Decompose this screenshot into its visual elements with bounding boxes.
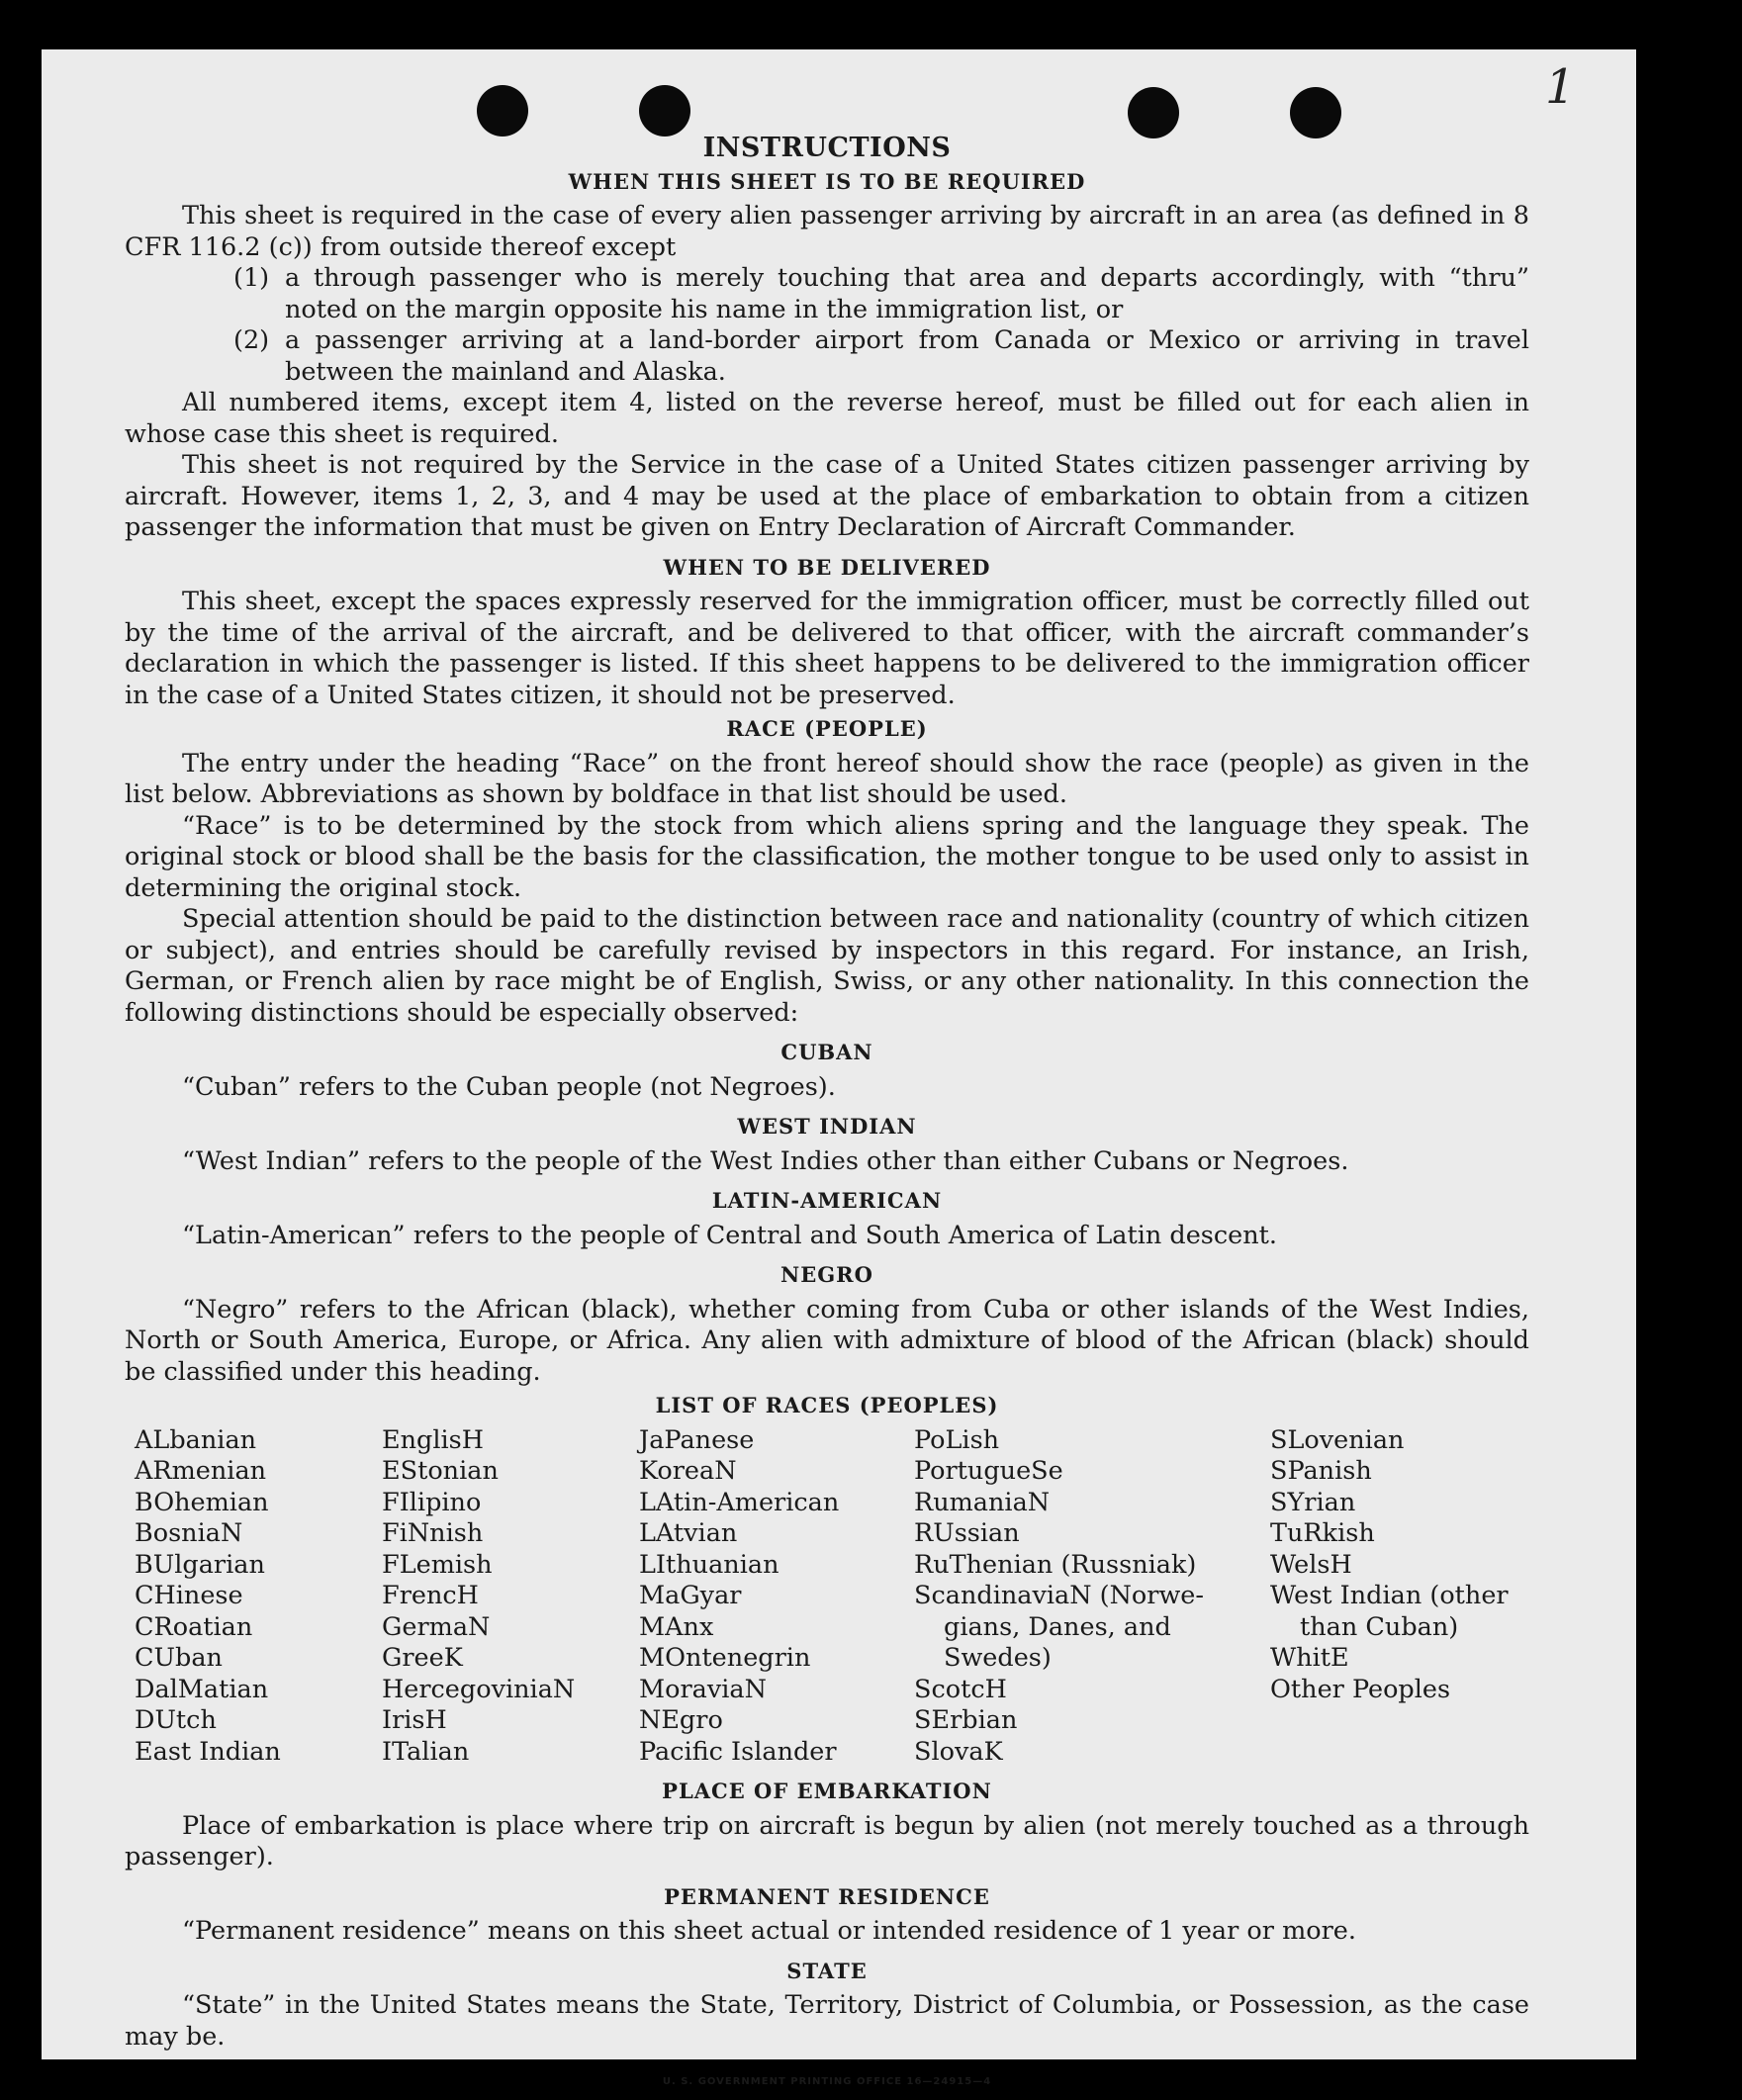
race-item: DalMatian: [135, 1674, 269, 1704]
race-item: PoLish: [914, 1424, 1000, 1455]
race-item: BosniaN: [135, 1518, 243, 1548]
paragraph: “Race” is to be determined by the stock from which aliens spring and the language they speak. The original stock or blood shall be the basis for the classification, the mother tongue to be used only to assist in determining the original stock.: [125, 810, 1529, 903]
list-item: [125, 263, 1529, 325]
race-item: TuRkish: [1270, 1518, 1375, 1548]
page-title: INSTRUCTIONS: [702, 133, 952, 163]
paragraph: All numbered items, except item 4, listed on the reverse hereof, must be filled out for each alien in whose case this sheet is required.: [125, 388, 1529, 449]
race-item: SPanish: [1270, 1456, 1372, 1486]
paragraph: This sheet is required in the case of every alien passenger arriving by aircraft in an area (as defined in 8 CFR 116.2 (c)) from outside thereof except: [125, 201, 1529, 262]
race-item: BOhemian: [135, 1487, 269, 1517]
race-item: SLovenian: [1270, 1424, 1405, 1455]
paragraph: “West Indian” refers to the people of the West Indies other than either Cubans or Negroes.: [182, 1145, 1349, 1176]
race-item: Swedes): [944, 1643, 1052, 1673]
race-item: JaPanese: [639, 1424, 755, 1455]
heading-when-required: WHEN THIS SHEET IS TO BE REQUIRED: [568, 168, 1086, 194]
race-item: SYrian: [1270, 1487, 1356, 1517]
paragraph: “Latin-American” refers to the people of Central and South America of Latin descent.: [182, 1220, 1278, 1250]
race-item: EnglisH: [382, 1424, 484, 1455]
race-item: HercegoviniaN: [382, 1674, 576, 1704]
punch-hole: [1128, 87, 1179, 138]
race-item: CUban: [135, 1643, 223, 1673]
race-item: NEgro: [639, 1705, 723, 1735]
race-item: MAnx: [639, 1611, 714, 1642]
race-item: Other Peoples: [1270, 1674, 1451, 1704]
race-item: LIthuanian: [639, 1549, 779, 1580]
race-item: WhitE: [1270, 1643, 1349, 1673]
paragraph: The entry under the heading “Race” on the front hereof should show the race (people) as given in the list below. Abbreviations as shown by boldface in that list should be used.: [125, 748, 1529, 809]
instructions-body: [125, 133, 1529, 2098]
race-item: FLemish: [382, 1549, 493, 1580]
paragraph: “Permanent residence” means on this sheet actual or intended residence of 1 year or more.: [182, 1916, 1356, 1946]
race-item: LAtin-American: [639, 1487, 840, 1517]
race-item: GreeK: [382, 1643, 463, 1673]
race-item: FIlipino: [382, 1487, 482, 1517]
races-column: [1270, 1425, 1527, 1769]
printer-imprint: U. S. GOVERNMENT PRINTING OFFICE 16—24915—4: [662, 2076, 992, 2087]
punch-hole: [477, 85, 528, 137]
handwritten-page-number: 1: [1545, 59, 1576, 115]
race-item: ITalian: [382, 1736, 470, 1767]
race-item: CHinese: [135, 1581, 243, 1610]
race-item: WelsH: [1270, 1549, 1352, 1580]
paragraph: “Negro” refers to the African (black), whether coming from Cuba or other islands of the West Indies, North or South America, Europe, or Africa. Any alien with admixture of blood of the African (black) should be classified under this heading.: [125, 1294, 1529, 1387]
race-item: ALbanian: [135, 1424, 257, 1455]
heading-permanent-residence: PERMANENT RESIDENCE: [664, 1883, 990, 1909]
paragraph: “State” in the United States means the State, Territory, District of Columbia, or Possession, as the case may be.: [125, 1990, 1529, 2052]
race-item: ScotcH: [914, 1674, 1007, 1704]
heading-latin-american: LATIN-AMERICAN: [711, 1188, 943, 1213]
item-number: (2): [233, 325, 270, 355]
heading-place-of-embarkation: PLACE OF EMBARKATION: [662, 1779, 992, 1803]
item-text: a through passenger who is merely touching that area and departs accordingly, with “thru” noted on the margin opposite his name in the immigration list, or: [285, 263, 1529, 324]
race-item: East Indian: [135, 1736, 281, 1767]
race-item: gians, Danes, and: [944, 1611, 1171, 1642]
races-column: [135, 1425, 382, 1769]
paragraph: This sheet is not required by the Service in the case of a United States citizen passenger arriving by aircraft. However, items 1, 2, 3, and 4 may be used at the place of embarkation to obtain from a citizen passenger the information that must be given on Entry Declaration of Aircraft Commander.: [125, 450, 1529, 542]
paragraph: This sheet, except the spaces expressly reserved for the immigration officer, must be correctly filled out by the time of the arrival of the aircraft, and be delivered to that officer, with the aircraft commander’s declaration in which the passenger is listed. If this sheet happens to be delivered to the immigration officer in the case of a United States citizen, it should not be preserved.: [125, 587, 1529, 710]
heading-list-of-races: LIST OF RACES (PEOPLES): [655, 1393, 999, 1417]
races-column: [914, 1425, 1270, 1769]
race-item: KoreaN: [639, 1456, 737, 1486]
race-item: RUssian: [914, 1518, 1020, 1548]
race-item: RuThenian (Russniak): [914, 1549, 1197, 1580]
race-item: MOntenegrin: [639, 1643, 811, 1673]
punch-hole: [1290, 87, 1341, 138]
race-item: MaGyar: [639, 1581, 742, 1610]
race-item: than Cuban): [1300, 1611, 1459, 1642]
race-item: BUlgarian: [135, 1549, 265, 1580]
race-item: FrencH: [382, 1581, 479, 1610]
paragraph: Place of embarkation is place where trip on aircraft is begun by alien (not merely touched as a through passenger).: [125, 1810, 1529, 1872]
heading-state: STATE: [786, 1958, 868, 1983]
list-item: [125, 325, 1529, 388]
race-item: ScandinaviaN (Norwe-: [914, 1581, 1205, 1610]
races-column: [639, 1425, 914, 1769]
paragraph: “Cuban” refers to the Cuban people (not Negroes).: [182, 1071, 836, 1102]
races-table: [135, 1425, 1529, 1769]
race-item: MoraviaN: [639, 1674, 767, 1704]
race-item: FiNnish: [382, 1518, 484, 1548]
race-item: SErbian: [914, 1705, 1018, 1735]
heading-race: RACE (PEOPLE): [726, 716, 928, 741]
paragraph: Special attention should be paid to the distinction between race and nationality (country of which citizen or subject), and entries should be carefully revised by inspectors in this regard. For instance, an Irish, German, or French alien by race might be of English, Swiss, or any other nationality. In this connection the following distinctions should be especially observed:: [125, 904, 1529, 1028]
race-item: SlovaK: [914, 1736, 1003, 1767]
race-item: CRoatian: [135, 1611, 253, 1642]
races-column: [382, 1425, 639, 1769]
race-item: PortugueSe: [914, 1456, 1063, 1486]
race-item: West Indian (other: [1270, 1581, 1509, 1610]
race-item: IrisH: [382, 1705, 447, 1735]
heading-when-delivered: WHEN TO BE DELIVERED: [663, 554, 991, 580]
race-item: RumaniaN: [914, 1487, 1051, 1517]
heading-west-indian: WEST INDIAN: [737, 1114, 917, 1139]
item-number: (1): [233, 263, 270, 293]
race-item: EStonian: [382, 1456, 499, 1486]
item-text: a passenger arriving at a land-border airport from Canada or Mexico or arriving in travel between the mainland and Alaska.: [285, 325, 1529, 387]
heading-cuban: CUBAN: [780, 1040, 873, 1064]
race-item: DUtch: [135, 1705, 217, 1735]
race-item: ARmenian: [135, 1456, 267, 1486]
punch-hole: [639, 85, 690, 137]
race-item: LAtvian: [639, 1518, 738, 1548]
document-page: [42, 49, 1636, 2087]
race-item: GermaN: [382, 1611, 491, 1642]
heading-negro: NEGRO: [780, 1262, 873, 1287]
race-item: Pacific Islander: [639, 1736, 837, 1767]
